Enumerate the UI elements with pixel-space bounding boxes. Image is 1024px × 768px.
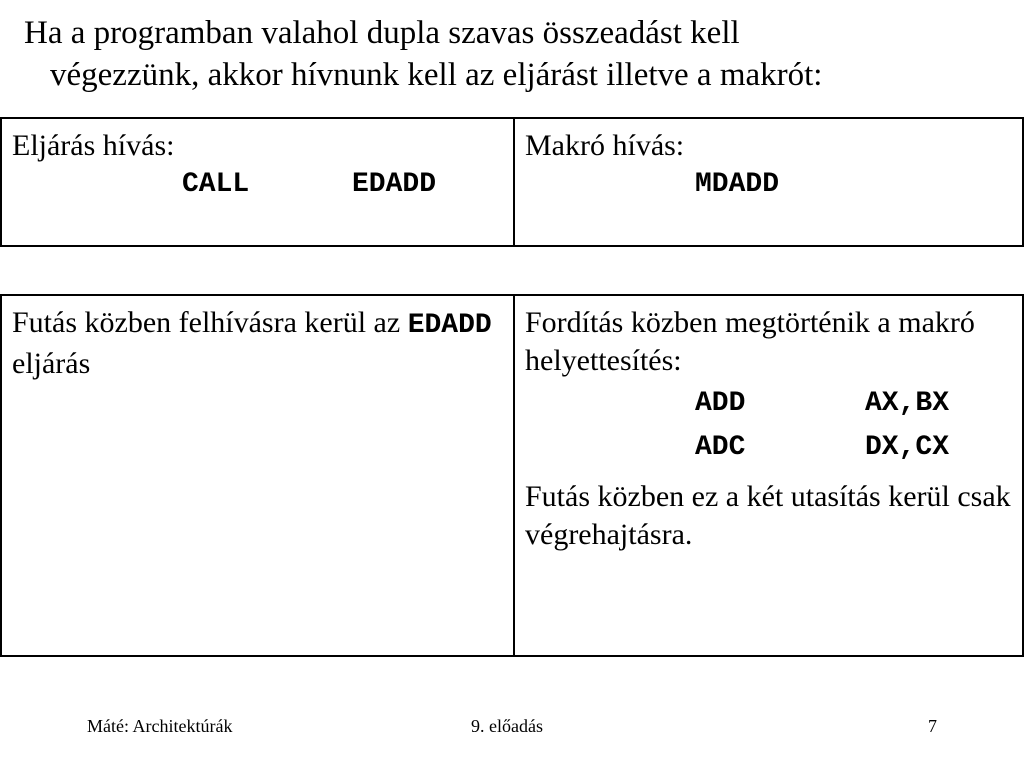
- macro-call-cell: [514, 118, 1023, 246]
- procedure-exec-code: EDADD: [407, 310, 492, 341]
- expanded-line-1: [525, 384, 1014, 424]
- call-comparison-table: [0, 117, 1024, 247]
- procedure-execution-cell: [1, 295, 514, 656]
- expanded-op-1: ADD: [695, 388, 746, 419]
- macro-expansion-text: Fordítás közben megtörténik a makró helyettesítés:: [525, 306, 975, 377]
- intro-line-2: végezzünk, akkor hívnunk kell az eljárást illetve a makrót:: [50, 57, 823, 93]
- procedure-call-code: [12, 165, 505, 205]
- footer-author: Máté: Architektúrák: [87, 716, 233, 736]
- procedure-exec-text-before: Futás közben felhívásra kerül az: [12, 306, 408, 339]
- execution-comparison-table: [0, 294, 1024, 657]
- footer-lecture: 9. előadás: [471, 716, 543, 736]
- procedure-exec-text-after: eljárás: [12, 347, 91, 380]
- intro-line-1: Ha a programban valahol dupla szavas összeadást kell: [24, 15, 740, 51]
- execution-note: Futás közben ez a két utasítás kerül csak végrehajtásra.: [525, 480, 1011, 551]
- procedure-call-cell: [1, 118, 514, 246]
- macro-expansion-cell: [514, 295, 1023, 656]
- spacer: [525, 468, 1014, 478]
- footer-page-number: 7: [928, 716, 937, 736]
- expanded-arg-2: DX,CX: [865, 432, 950, 463]
- expanded-arg-1: AX,BX: [865, 388, 950, 419]
- call-instruction: CALL: [182, 169, 250, 200]
- macro-call-code: MDADD: [695, 169, 780, 200]
- expanded-line-2: [525, 428, 1014, 468]
- procedure-call-label: Eljárás hívás:: [12, 129, 175, 162]
- intro-text: [24, 12, 1014, 96]
- call-target: EDADD: [352, 169, 437, 200]
- expanded-op-2: ADC: [695, 432, 746, 463]
- macro-call-label: Makró hívás:: [525, 129, 685, 162]
